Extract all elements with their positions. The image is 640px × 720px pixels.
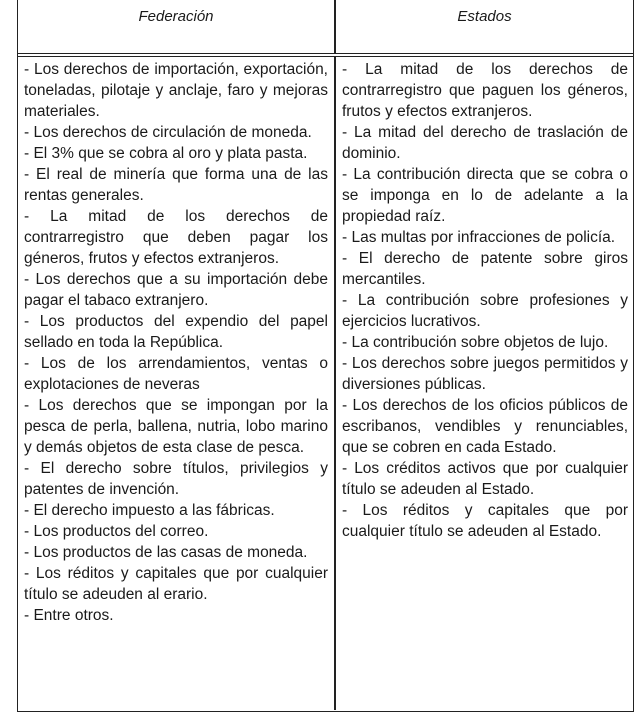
federacion-item: - Los productos de las casas de moneda. — [24, 544, 308, 561]
estados-item: - La contribución sobre profesiones y ejercicios lucrativos. — [342, 292, 628, 330]
estados-item: - Los créditos activos que por cualquier título se adeuden al Estado. — [342, 460, 628, 498]
estados-item: - La mitad de los derechos de contrarregistro que paguen los géneros, frutos y efectos extranjeros. — [342, 61, 628, 120]
header-estados: Estados — [457, 8, 512, 25]
federacion-item: - El real de minería que forma una de las rentas generales. — [24, 166, 328, 204]
estados-item: - La mitad del derecho de traslación de dominio. — [342, 124, 628, 162]
federacion-item: - Los derechos que se impongan por la pesca de perla, ballena, nutria, lobo marino y demás objetos de esta clase de pesca. — [24, 397, 328, 456]
estados-item: - El derecho de patente sobre giros mercantiles. — [342, 250, 628, 288]
estados-item: - Los réditos y capitales que por cualquier título se adeuden al Estado. — [342, 502, 628, 540]
federacion-item: - El 3% que se cobra al oro y plata pasta. — [24, 145, 308, 162]
header-federacion: Federación — [138, 8, 214, 25]
federacion-item: - El derecho sobre títulos, privilegios y patentes de invención. — [24, 460, 328, 498]
federacion-item: - Los derechos de circulación de moneda. — [24, 124, 312, 141]
federacion-item: - Los productos del expendio del papel sellado en toda la República. — [24, 313, 328, 351]
federacion-item: - Los productos del correo. — [24, 523, 209, 540]
federacion-item: - Los de los arrendamientos, ventas o explotaciones de neveras — [24, 355, 328, 393]
estados-item: - La contribución sobre objetos de lujo. — [342, 334, 609, 351]
federacion-item: - La mitad de los derechos de contrarregistro que deben pagar los géneros, frutos y efectos extranjeros. — [24, 208, 328, 267]
table-header-row — [18, 0, 633, 54]
federacion-item: - Entre otros. — [24, 607, 114, 624]
federacion-column — [24, 59, 328, 626]
header-spacer-row — [18, 54, 633, 57]
revenue-table — [17, 0, 634, 712]
estados-item: - Las multas por infracciones de policía. — [342, 229, 616, 246]
body-column-divider — [334, 57, 336, 710]
estados-column — [342, 59, 628, 542]
federacion-item: - Los derechos que a su importación debe pagar el tabaco extranjero. — [24, 271, 328, 309]
federacion-item: - Los réditos y capitales que por cualquier título se adeuden al erario. — [24, 565, 328, 603]
federacion-item: - Los derechos de importación, exportación, toneladas, pilotaje y anclaje, faro y mejoras materiales. — [24, 61, 328, 120]
estados-item: - Los derechos de los oficios públicos de escribanos, vendibles y renunciables, que se cobren en cada Estado. — [342, 397, 628, 456]
federacion-item: - El derecho impuesto a las fábricas. — [24, 502, 275, 519]
estados-item: - Los derechos sobre juegos permitidos y diversiones públicas. — [342, 355, 628, 393]
estados-item: - La contribución directa que se cobra o se imponga en lo de adelante a la propiedad raíz. — [342, 166, 628, 225]
